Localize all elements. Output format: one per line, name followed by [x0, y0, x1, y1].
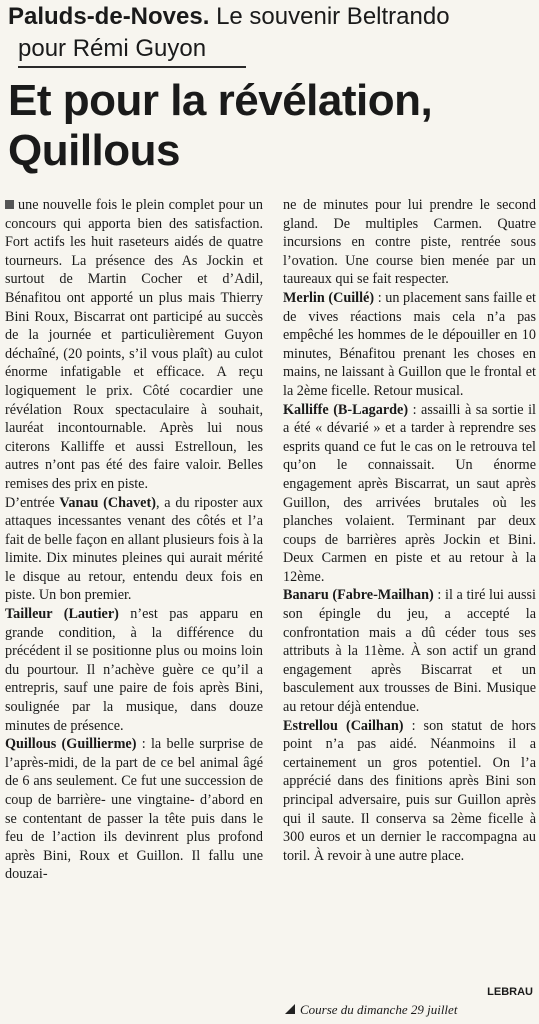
headline-line1: Et pour la révélation,	[8, 76, 433, 125]
paragraph-kalliffe	[283, 401, 536, 587]
p2-text: , a du riposter aux attaques incessantes venant des côtés et l’a fait de belle façon en allant plusieurs fois à la limite. Dix minutes pleines qui aurait mérité le disque au retour, entendu deux fois en piste. Un bon premier.	[5, 494, 263, 604]
paragraph-intro	[5, 196, 263, 494]
paragraph-continued: ne de minutes pour lui prendre le second gland. De multiples Carmen. Quatre incursions en contre piste, rentrée sous l’ovation. Une course bien menée par un taureaux qui se fait respecter.	[283, 197, 536, 288]
bull-name-vanau: Vanau (Chavet)	[59, 494, 156, 511]
paragraph-vanau	[5, 494, 263, 606]
bull-name-quillous: Quillous (Guillierme)	[5, 736, 137, 753]
bull-name-banaru: Banaru (Fabre-Mailhan)	[283, 587, 434, 604]
author-signature: LEBRAU	[487, 986, 533, 998]
headline	[8, 76, 533, 176]
bull-name-estrellou: Estrellou (Cailhan)	[283, 717, 404, 734]
bullet-square-icon	[5, 200, 14, 209]
bull-name-kalliffe: Kalliffe (B-Lagarde)	[283, 401, 409, 418]
p3-text: n’est pas apparu en grande condition, à la différence du précédent il se positionne plus ou moins loin du pourtour. Il n’achève guère ce qu’il a entrepris, sauf une paire de fois après Bini, soulignée par la musique, dans douze minutes de présence.	[5, 606, 263, 734]
caption-text: Course du dimanche 29 juillet	[300, 1002, 458, 1017]
p4-text: : la belle surprise de l’après-midi, de la part de ce bel animal âgé de 6 ans seulement. Ce fut une succession de coup de barrière- une vingtaine- d’abord en se contentant de passer la tête puis dans le feu de l’action ils devinrent plus profond après Bini, Roux et Guillon. Il fallu une douzai-	[5, 736, 264, 883]
caption-arrow-icon	[285, 1004, 295, 1014]
article-column-right	[283, 196, 536, 865]
kicker-place: Paluds-de-Noves.	[8, 3, 210, 30]
photo-caption	[285, 1002, 457, 1018]
r-p4-text: : il a tiré lui aussi son épingle du jeu, a accepté la confrontation mais a dû céder tous ses attributs à la 11ème. À son actif un grand engagement après Biscarrat et un basculement aux trousses de Bini. Musique au retour déjà entendue.	[283, 587, 536, 716]
bull-name-merlin: Merlin (Cuillé)	[283, 289, 375, 306]
r-p5-text: : son statut de hors point n’a pas aidé. Néanmoins il a certainement un gros potentiel. On l’a apprécié dans des finitions après Bini son principal adversaire, puis sur Guillon après qui il saute. Il conserva sa 2ème ficelle à 300 euros et un dernier le raccompagna au toril. À revoir à une autre place.	[283, 717, 536, 864]
p2-prefix: D’entrée	[5, 494, 60, 511]
kicker-text: Le souvenir Beltrando	[216, 3, 450, 30]
paragraph-quillous	[5, 735, 263, 884]
kicker-underline	[18, 66, 246, 68]
paragraph-estrellou	[283, 717, 536, 866]
article-kicker	[8, 2, 538, 32]
r-p2-text: : un placement sans faille et de vives réactions mais cela n’a pas empêché les hommes de le dépouiller en 10 minutes, Bénafitou prenant les choses en mains, ne laissant à Guillon que le frontal et la 2ème ficelle. Retour musical.	[283, 289, 536, 399]
bull-name-tailleur: Tailleur (Lautier)	[5, 606, 119, 623]
intro-text: une nouvelle fois le plein complet pour un concours qui apporta bien des satisfaction. Fort actifs les huit raseteurs aidés de quatre tourneurs. La présence des As Jockin et surtout de Martin Cocher et d’Adil, Bénafitou ont apporté un plus mais Thierry Bini Roux, Biscarrat ont participé au succès de la journée et particulièrement Guyon déchaîné, (20 points, s’il vous plaît) au culot énorme infatigable et efficace. A reçu logiquement le prix. Côté cocardier une révélation Roux spectaculaire à souhait, lauréat incontournable. Après lui nous citerons Kalliffe et aussi Estrelloun, les autres n’ont pas été des faire valoir. Belles remises des prix en piste.	[5, 197, 263, 492]
kicker-line2: pour Rémi Guyon	[18, 35, 207, 62]
r-p3-text: : assailli à sa sortie il a été « dévarié » et a tarder à reprendre ses esprits quand ce fut le cas on le retrouva tel qu’on le connaissait. Un énorme engagement après Biscarrat, un saut après Guillon, des arrivées brutales où les planches volaient. Terminant par deux coups de barrières après Jockin et Bini. Deux Carmen en piste et au retour à la 12ème.	[283, 401, 536, 585]
paragraph-merlin	[283, 289, 536, 401]
paragraph-tailleur	[5, 605, 263, 735]
article-column-left	[5, 196, 263, 884]
headline-line2: Quillous	[8, 126, 180, 175]
paragraph-banaru	[283, 586, 536, 716]
